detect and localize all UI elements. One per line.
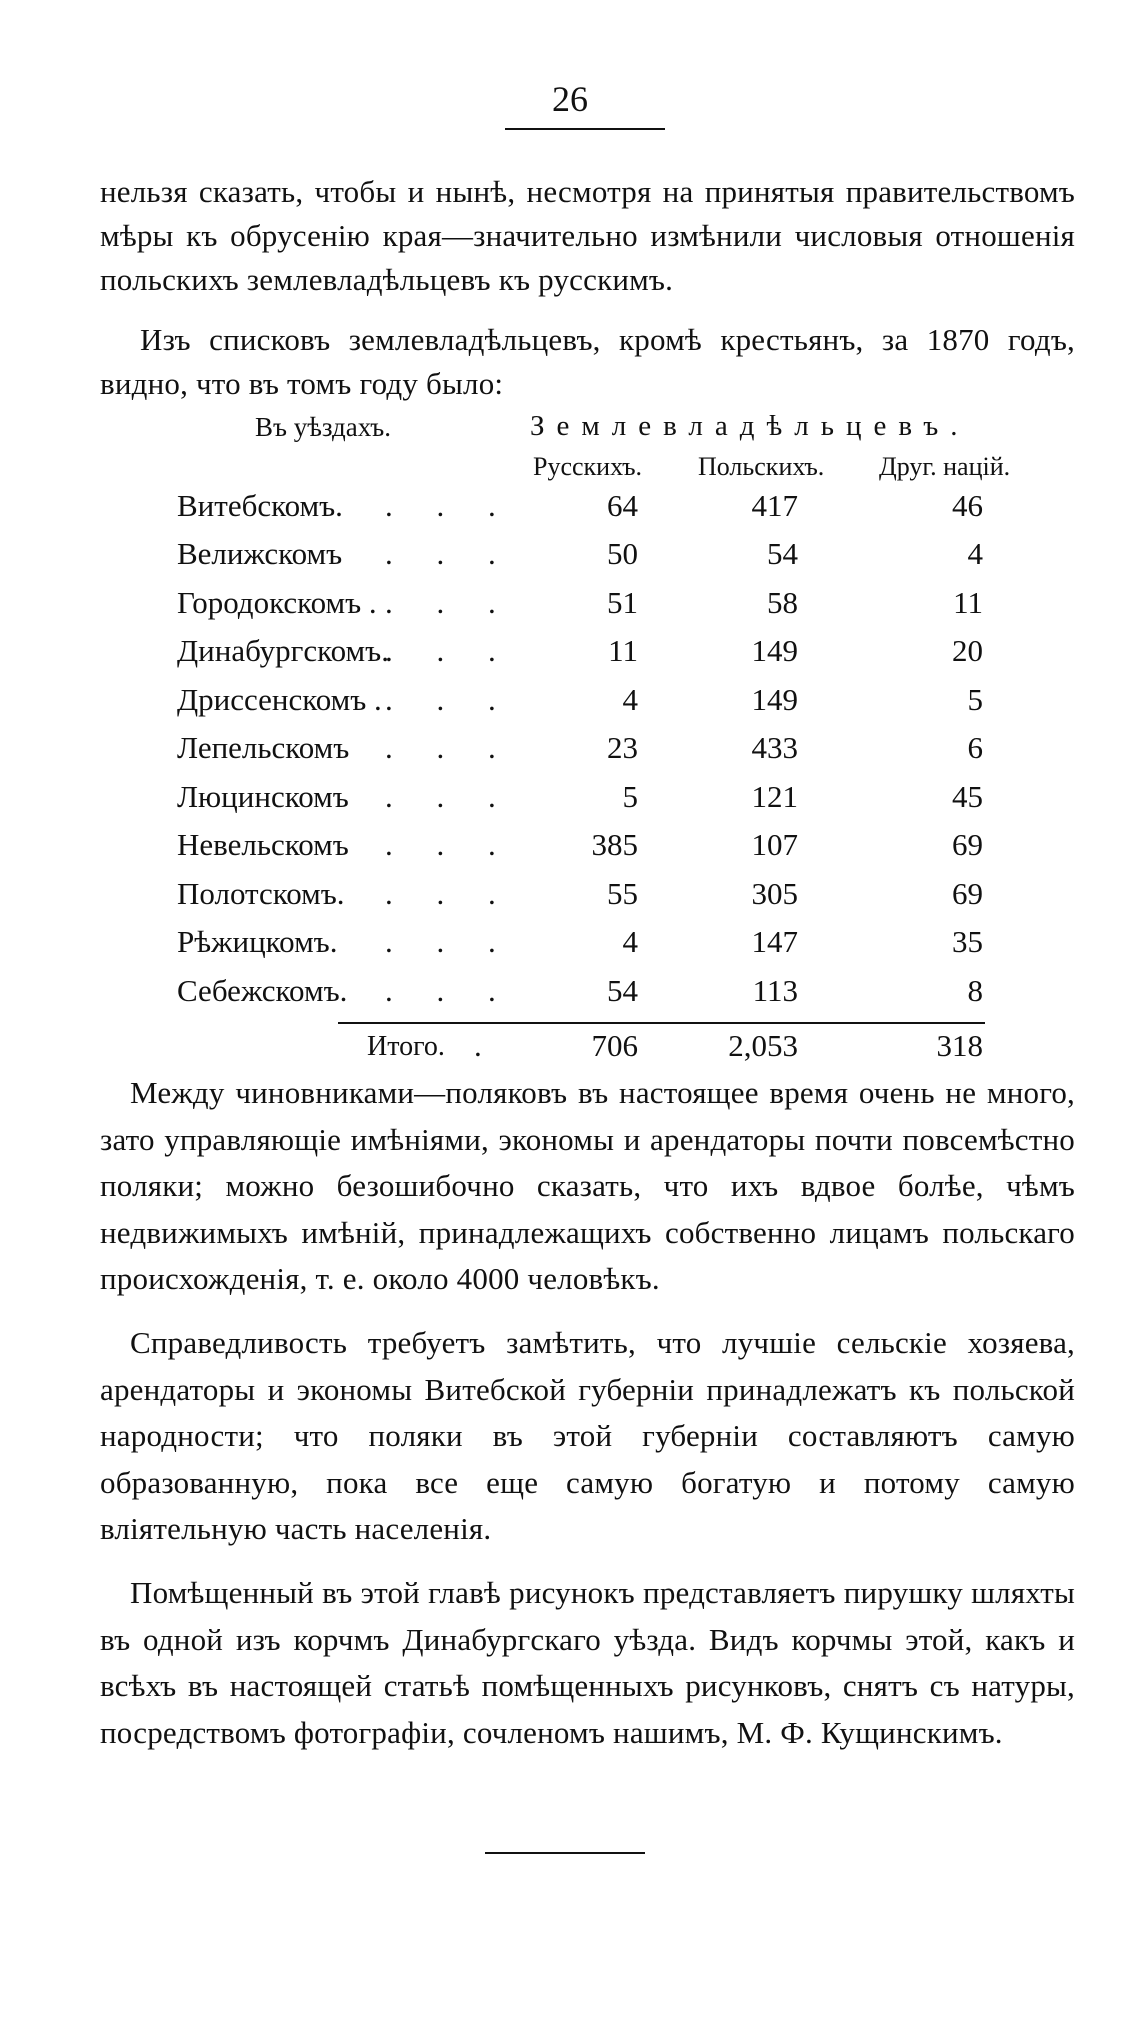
table-row (0, 633, 1140, 681)
cell-russian: 4 (622, 682, 638, 717)
table-row (0, 585, 1140, 633)
leader-dots: . . . (385, 779, 514, 814)
table-row (0, 682, 1140, 730)
district-name: Люцинскомъ (177, 779, 349, 814)
leader-dots: . . . (385, 633, 514, 668)
cell-polish: 121 (751, 779, 798, 814)
paragraph-3: Между чиновниками—поляковъ въ настоящее время очень не много, зато управляющіе имѣніями, экономы и арендаторы почти повсемѣстно поляки; можно безошибочно сказать, что ихъ вдвое болѣе, чѣмъ недвижимыхъ имѣній, принадлежащихъ собственно лицамъ польскаго происхожденія, т. е. около 4000 человѣкъ. (100, 1075, 1075, 1296)
cell-other: 45 (952, 779, 983, 814)
cell-russian: 385 (591, 827, 638, 862)
cell-polish: 149 (751, 633, 798, 668)
leader-dots: . . . (385, 536, 514, 571)
cell-other: 69 (952, 876, 983, 911)
cell-other: 20 (952, 633, 983, 668)
cell-russian: 51 (607, 585, 638, 620)
paragraph-2: Изъ списковъ землевладѣльцевъ, кромѣ крестьянъ, за 1870 годъ, видно, что въ томъ году было: (100, 322, 1075, 401)
district-name: Витебскомъ. (177, 488, 343, 523)
cell-polish: 107 (751, 827, 798, 862)
cell-polish: 58 (767, 585, 798, 620)
cell-russian: 5 (622, 779, 638, 814)
cell-other: 69 (952, 827, 983, 862)
page-number: 26 (552, 79, 588, 119)
leader-dots: . . . (385, 488, 514, 523)
cell-other: 8 (967, 973, 983, 1008)
cell-polish: 433 (751, 730, 798, 765)
total-label: Итого. (367, 1031, 445, 1062)
cell-other: 35 (952, 924, 983, 959)
total-polish: 2,053 (728, 1028, 798, 1063)
leader-dots: . . . (385, 924, 514, 959)
table-row (0, 488, 1140, 536)
total-leader-dot: . (474, 1028, 482, 1063)
total-russian: 706 (591, 1028, 638, 1063)
total-row (0, 1028, 1140, 1076)
cell-russian: 54 (607, 973, 638, 1008)
table-row (0, 730, 1140, 778)
leader-dots: . . . (385, 827, 514, 862)
table-row-header: Въ уѣздахъ. (255, 412, 391, 442)
district-name: Велижскомъ (177, 536, 343, 571)
cell-polish: 113 (752, 973, 798, 1008)
leader-dots: . . . (385, 682, 514, 717)
paragraph-4: Справедливость требуетъ замѣтить, что лучшіе сельскіе хозяева, арендаторы и экономы Витебской губерніи принадлежатъ къ польской народности; что поляки въ этой губерніи составляютъ самую образованную, пока все еще самую богатую и потому самую вліятельную часть населенія. (100, 1325, 1075, 1546)
cell-other: 6 (967, 730, 983, 765)
paragraph-1: нельзя сказать, чтобы и нынѣ, несмотря на принятыя правительствомъ мѣры къ обрусенію края—значительно измѣнили числовыя отношенія польскихъ землевладѣльцевъ къ русскимъ. (100, 174, 1075, 297)
cell-other: 5 (967, 682, 983, 717)
district-name: Лепельскомъ (177, 730, 350, 765)
leader-dots: . . . (385, 730, 514, 765)
total-divider (338, 1022, 985, 1024)
cell-polish: 305 (751, 876, 798, 911)
district-name: Городокскомъ . (177, 585, 377, 620)
table-row (0, 779, 1140, 827)
table-row (0, 827, 1140, 875)
table-group-header: Землевладѣльцевъ. (530, 410, 970, 442)
column-header-other: Друг. націй. (879, 452, 1011, 481)
cell-other: 11 (953, 585, 983, 620)
paragraph-5: Помѣщенный въ этой главѣ рисунокъ представляетъ пирушку шляхты въ одной изъ корчмъ Динабургскаго уѣзда. Видъ корчмы этой, какъ и всѣхъ въ настоящей статьѣ помѣщенныхъ рисунковъ, снятъ съ натуры, посредствомъ фотографіи, сочленомъ нашимъ, М. Ф. Кущинскимъ. (100, 1575, 1075, 1750)
cell-polish: 149 (751, 682, 798, 717)
column-header-polish: Польскихъ. (698, 452, 825, 481)
leader-dots: . . . (385, 973, 514, 1008)
district-name: Невельскомъ (177, 827, 349, 862)
footer-divider (485, 1852, 645, 1854)
cell-polish: 417 (751, 488, 798, 523)
total-other: 318 (936, 1028, 983, 1063)
district-name: Себежскомъ. (177, 973, 348, 1008)
table-row (0, 876, 1140, 924)
cell-russian: 4 (622, 924, 638, 959)
leader-dots: . . . (385, 585, 514, 620)
cell-russian: 64 (607, 488, 638, 523)
cell-other: 4 (967, 536, 983, 571)
district-name: Полотскомъ. (177, 876, 345, 911)
column-header-russian: Русскихъ. (533, 452, 643, 481)
header-divider (505, 128, 665, 130)
cell-polish: 54 (767, 536, 798, 571)
table-row (0, 536, 1140, 584)
table-row (0, 924, 1140, 972)
district-name: Дриссенскомъ . (177, 682, 382, 717)
cell-russian: 23 (607, 730, 638, 765)
leader-dots: . . . (385, 876, 514, 911)
table-row (0, 973, 1140, 1021)
cell-polish: 147 (751, 924, 798, 959)
district-name: Динабургскомъ. (177, 633, 389, 668)
cell-other: 46 (952, 488, 983, 523)
cell-russian: 11 (608, 633, 638, 668)
cell-russian: 55 (607, 876, 638, 911)
cell-russian: 50 (607, 536, 638, 571)
district-name: Рѣжицкомъ. (177, 924, 338, 959)
